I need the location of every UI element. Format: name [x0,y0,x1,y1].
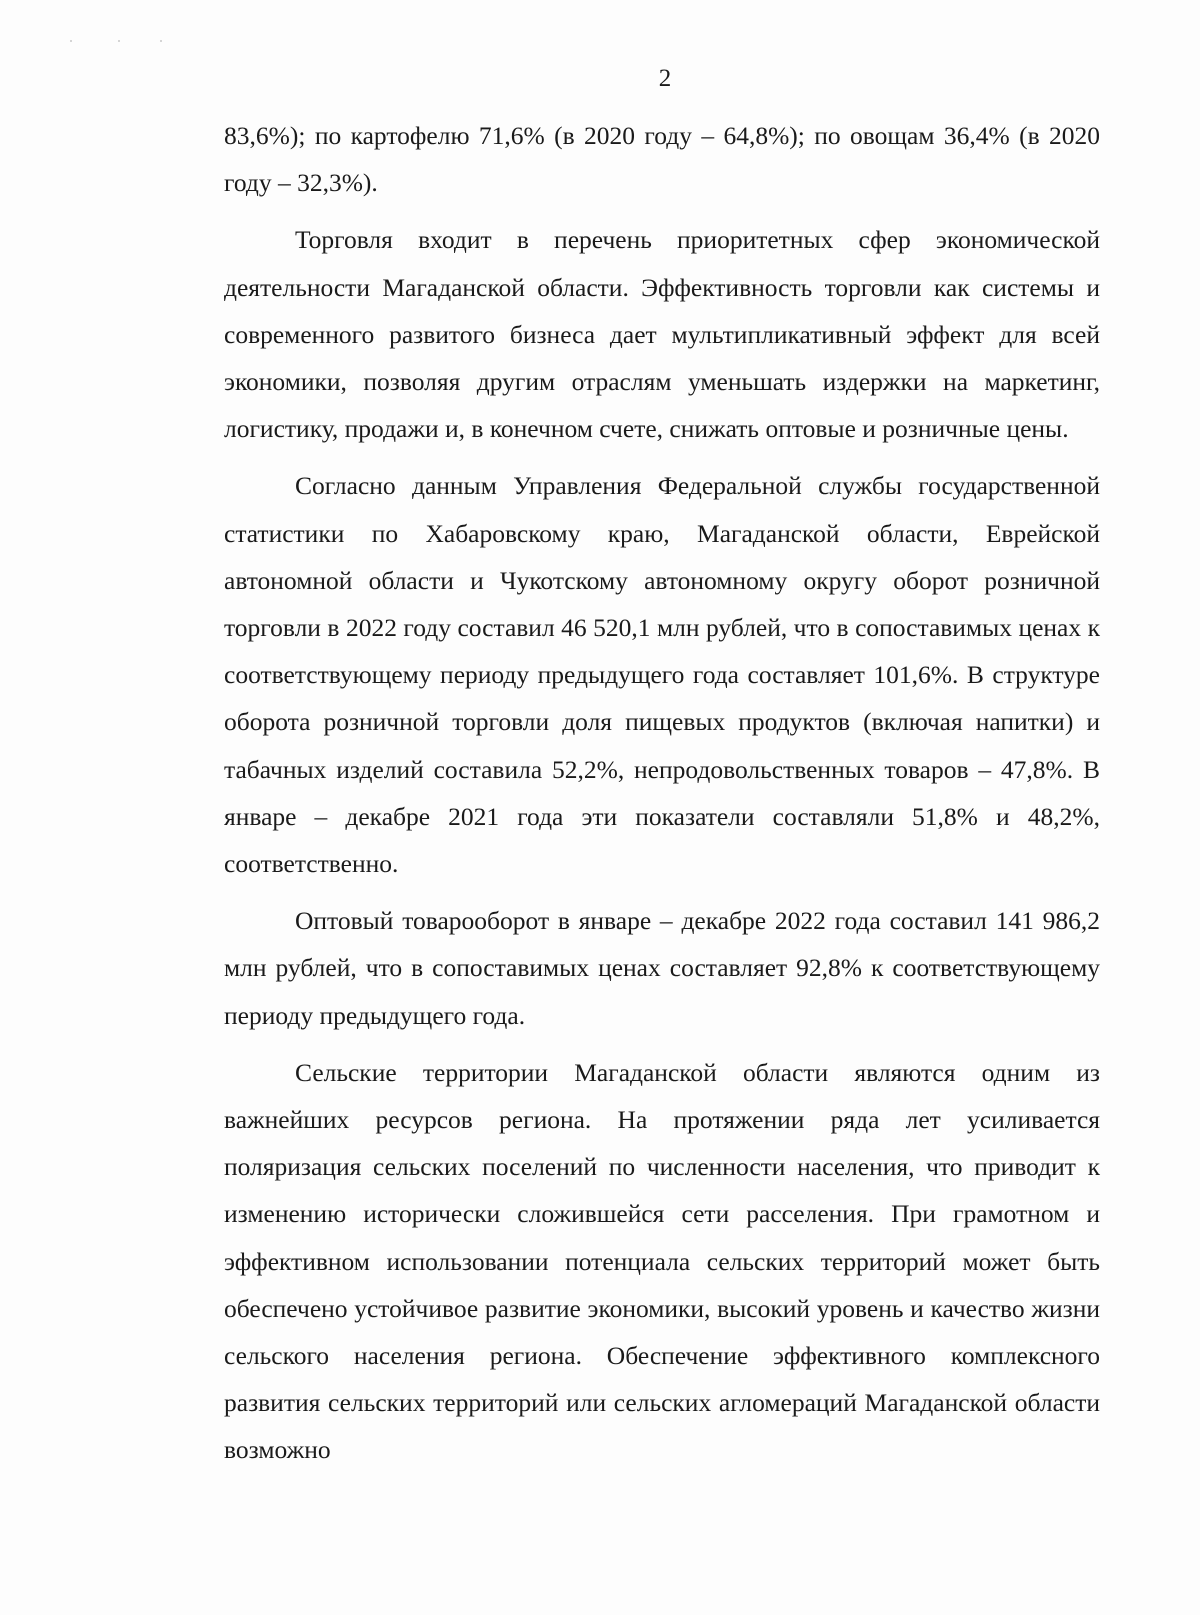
paragraph-wholesale-turnover: Оптовый товарооборот в январе – декабре 2022 года составил 141 986,2 млн рублей, что в сопоставимых ценах составляет 92,8% к соответствующему периоду предыдущего года. [224,906,1100,1030]
scan-speck [160,40,162,42]
paragraph-retail-turnover: Согласно данным Управления Федеральной службы государственной статистики по Хабаровскому краю, Магаданской области, Еврейской автономной области и Чукотскому автономному округу оборот розничной торговли в 2022 году составил 46 520,1 млн рублей, что в сопоставимых ценах к соответствующему периоду предыдущего года составляет 101,6%. В структуре оборота розничной торговли доля пищевых продуктов (включая напитки) и табачных изделий составила 52,2%, непродовольственных товаров – 47,8%. В январе – декабре 2021 года эти показатели составляли 51,8% и 48,2%, соответственно. [224,471,1100,879]
scan-speck [118,40,120,42]
document-body [224,112,1100,1474]
paragraph-trade: Торговля входит в перечень приоритетных сфер экономической деятельности Магаданской области. Эффективность торговли как системы и современного развитого бизнеса дает мультипликативный эффект для всей экономики, позволяя другим отраслям уменьшать издержки на маркетинг, логистику, продажи и, в конечном счете, снижать оптовые и розничные цены. [224,225,1100,444]
paragraph-rural-territories: Сельские территории Магаданской области являются одним из важнейших ресурсов региона. На протяжении ряда лет усиливается поляризация сельских поселений по численности населения, что приводит к изменению исторически сложившейся сети расселения. При грамотном и эффективном использовании потенциала сельских территорий может быть обеспечено устойчивое развитие экономики, высокий уровень и качество жизни сельского населения региона. Обеспечение эффективного комплексного развития сельских территорий или сельских агломераций Магаданской области возможно [224,1057,1100,1465]
scan-speck [70,40,72,42]
paragraph-continuation: 83,6%); по картофелю 71,6% (в 2020 году – 64,8%); по овощам 36,4% (в 2020 году – 32,3%). [224,121,1100,198]
page-number: 2 [658,65,672,92]
